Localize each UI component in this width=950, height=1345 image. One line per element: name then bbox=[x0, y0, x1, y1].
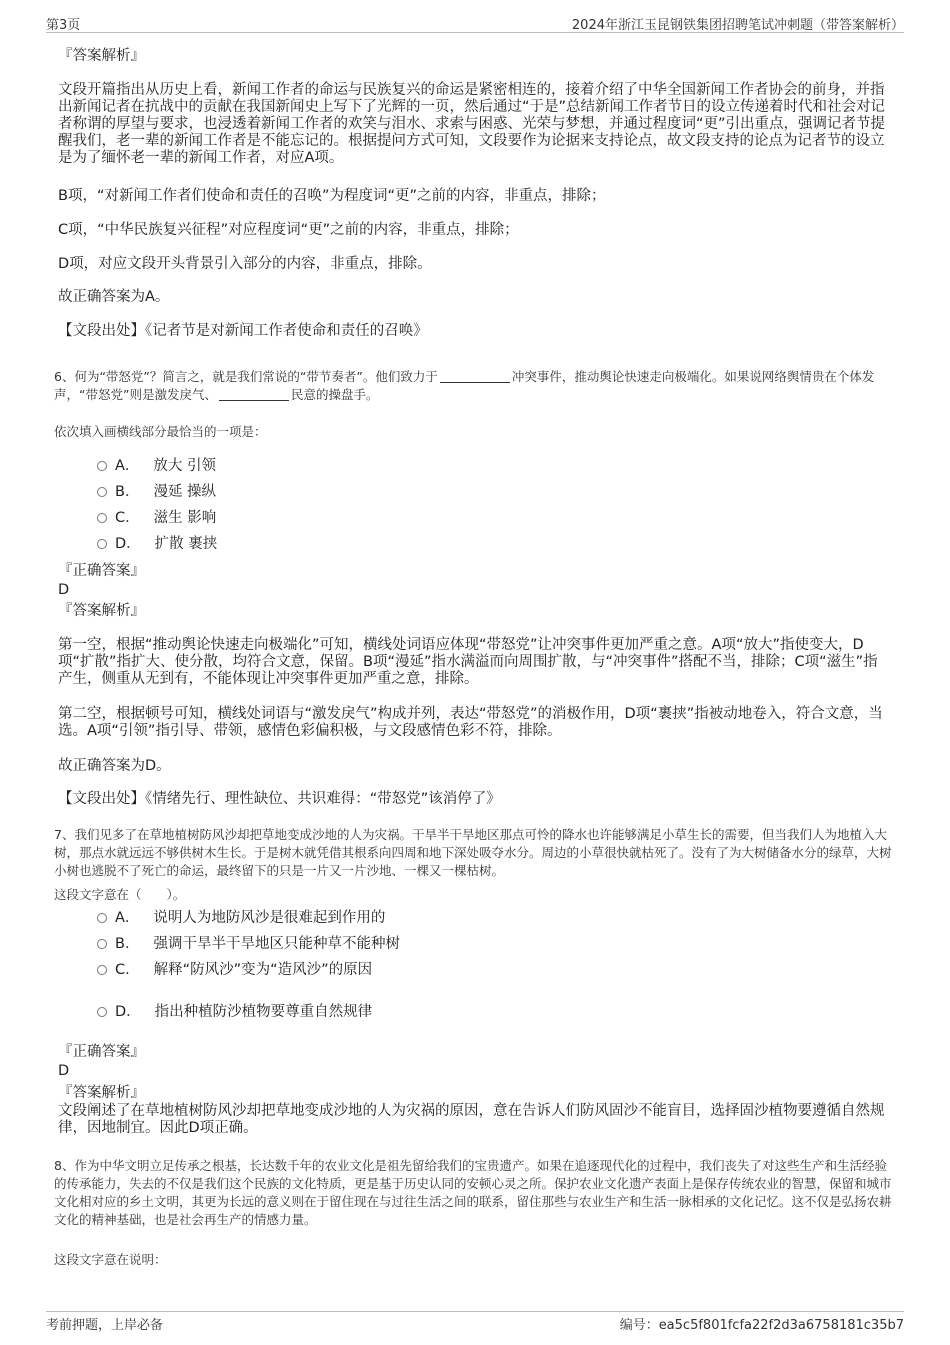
analysis-paragraph: D项，对应文段开头背景引入部分的内容，非重点，排除。 bbox=[58, 256, 432, 272]
correct-answer: D bbox=[58, 582, 70, 598]
radio-icon[interactable] bbox=[97, 487, 107, 497]
analysis-label: 『答案解析』 bbox=[58, 48, 145, 64]
analysis-conclusion: 故正确答案为D。 bbox=[58, 758, 171, 774]
page-header bbox=[46, 12, 904, 32]
option-d[interactable]: D． 指出种植防沙植物要尊重自然规律 bbox=[97, 1002, 372, 1022]
correct-answer-label: 『正确答案』 bbox=[58, 563, 145, 579]
option-b[interactable]: B． 漫延 操纵 bbox=[97, 482, 216, 502]
option-c[interactable]: C． 解释“防风沙”变为“造风沙”的原因 bbox=[97, 960, 372, 980]
option-a[interactable]: A． 说明人为地防风沙是很难起到作用的 bbox=[97, 908, 385, 928]
radio-icon[interactable] bbox=[97, 939, 107, 949]
analysis-label: 『答案解析』 bbox=[58, 1085, 145, 1101]
radio-icon[interactable] bbox=[97, 539, 107, 549]
radio-icon[interactable] bbox=[97, 913, 107, 923]
document-id: 编号：ea5c5f801fcfa22f2d3a6758181c35b7 bbox=[619, 1318, 904, 1333]
analysis-paragraph: B项，“对新闻工作者们使命和责任的召唤”为程度词“更”之前的内容，非重点，排除； bbox=[58, 188, 606, 204]
source-citation: 【文段出处】《情绪先行、理性缺位、共识难得：“带怒党”该消停了》 bbox=[58, 791, 501, 807]
question-8-prompt: 这段文字意在说明： bbox=[54, 1252, 167, 1267]
radio-icon[interactable] bbox=[97, 1007, 107, 1017]
radio-icon[interactable] bbox=[97, 461, 107, 471]
correct-answer-label: 『正确答案』 bbox=[58, 1044, 145, 1060]
analysis-paragraph: C项，“中华民族复兴征程”对应程度词“更”之前的内容，非重点，排除； bbox=[58, 222, 519, 238]
header-divider bbox=[46, 32, 904, 33]
question-7-stem: 7、我们见多了在草地植树防风沙却把草地变成沙地的人为灾祸。干旱半干旱地区那点可怜的降水也许能够满足小草生长的需要，但当我们人为地植入大树，那点水就远远不够供树木生长。于是树木就凭借其根系向四周和地下深处吸夺水分。周边的小草很快就枯死了。没有了为大树储备水分的绿草，大树小树也逃脱不了死亡的命运，最终留下的只是一片又一片沙地、一棵又一棵枯树。 bbox=[54, 827, 892, 878]
radio-icon[interactable] bbox=[97, 965, 107, 975]
option-c[interactable]: C． 滋生 影响 bbox=[97, 508, 216, 528]
option-a[interactable]: A． 放大 引领 bbox=[97, 456, 216, 476]
page-number: 第3页 bbox=[46, 18, 81, 33]
analysis-label: 『答案解析』 bbox=[58, 603, 145, 619]
fill-blank bbox=[440, 370, 510, 383]
question-7-prompt: 这段文字意在（ ）。 bbox=[54, 887, 186, 902]
footer-divider bbox=[46, 1311, 904, 1312]
source-citation: 【文段出处】《记者节是对新闻工作者使命和责任的召唤》 bbox=[58, 323, 428, 339]
footer-slogan: 考前押题，上岸必备 bbox=[46, 1318, 164, 1333]
question-8-stem: 8、作为中华文明立足传承之根基，长达数千年的农业文化是祖先留给我们的宝贵遗产。如果在追逐现代化的过程中，我们丧失了对这些生产和生活经验的传承能力，失去的不仅是我们这个民族的文化特质，更是基于历史认同的安顿心灵之所。保护农业文化遗产表面上是保存传统农业的智慧，保留和城市文化相对应的乡土文明，其更为长远的意义则在于留住现在与过往生活之间的联系，留住那些与农业生产和生活一脉相承的文化记忆。这不仅是弘扬农耕文化的精神基础，也是社会再生产的情感力量。 bbox=[54, 1158, 892, 1227]
radio-icon[interactable] bbox=[97, 513, 107, 523]
correct-answer: D bbox=[58, 1063, 70, 1079]
analysis-paragraph: 第一空，根据“推动舆论快速走向极端化”可知，横线处词语应体现“带怒党”让冲突事件更加严重之意。A项“放大”指使变大，D项“扩散”指扩大、使分散，均符合文意，保留。B项“漫延”指水满溢而向周围扩散，与“冲突事件”搭配不当，排除；C项“滋生”指产生，侧重从无到有，不能体现让冲突事件更加严重之意，排除。 bbox=[58, 637, 878, 687]
fill-blank bbox=[219, 388, 289, 401]
analysis-paragraph: 文段阐述了在草地植树防风沙却把草地变成沙地的人为灾祸的原因，意在告诉人们防风固沙不能盲目，选择固沙植物要遵循自然规律，因地制宜。因此D项正确。 bbox=[58, 1103, 885, 1136]
analysis-paragraph: 文段开篇指出从历史上看，新闻工作者的命运与民族复兴的命运是紧密相连的，接着介绍了中华全国新闻工作者协会的前身，并指出新闻记者在抗战中的贡献在我国新闻史上写下了光辉的一页，然后通过“于是”总结新闻工作者节日的设立传递着时代和社会对记者称谓的厚望与要求，也浸透着新闻工作者的欢笑与泪水、求索与困惑、光荣与梦想，并通过程度词“更”引出重点，强调记者节提醒我们，老一辈的新闻工作者是不能忘记的。根据提问方式可知，文段要作为论据来支持论点，故文段支持的论点为记者节的设立是为了缅怀老一辈的新闻工作者，对应A项。 bbox=[58, 82, 886, 166]
analysis-paragraph: 第二空，根据顿号可知，横线处词语与“激发戾气”构成并列，表达“带怒党”的消极作用，D项“裹挟”指被动地卷入，符合文意，当选。A项“引领”指引导、带领，感情色彩偏积极，与文段感情色彩不符，排除。 bbox=[58, 706, 883, 739]
analysis-conclusion: 故正确答案为A。 bbox=[58, 289, 170, 305]
question-6-prompt: 依次填入画横线部分最恰当的一项是： bbox=[54, 424, 267, 439]
document-title: 2024年浙江玉昆钢铁集团招聘笔试冲刺题（带答案解析） bbox=[571, 18, 904, 33]
option-d[interactable]: D． 扩散 裹挟 bbox=[97, 534, 217, 554]
option-b[interactable]: B． 强调干旱半干旱地区只能种草不能种树 bbox=[97, 934, 400, 954]
question-6-stem: 6、何为“带怒党”？简言之，就是我们常说的“带节奏者”。他们致力于 冲突事件，推动舆论快速走向极端化。如果说网络舆情贵在个体发声，“带怒党”则是激发戾气、 民意的操盘手。 bbox=[54, 369, 875, 402]
